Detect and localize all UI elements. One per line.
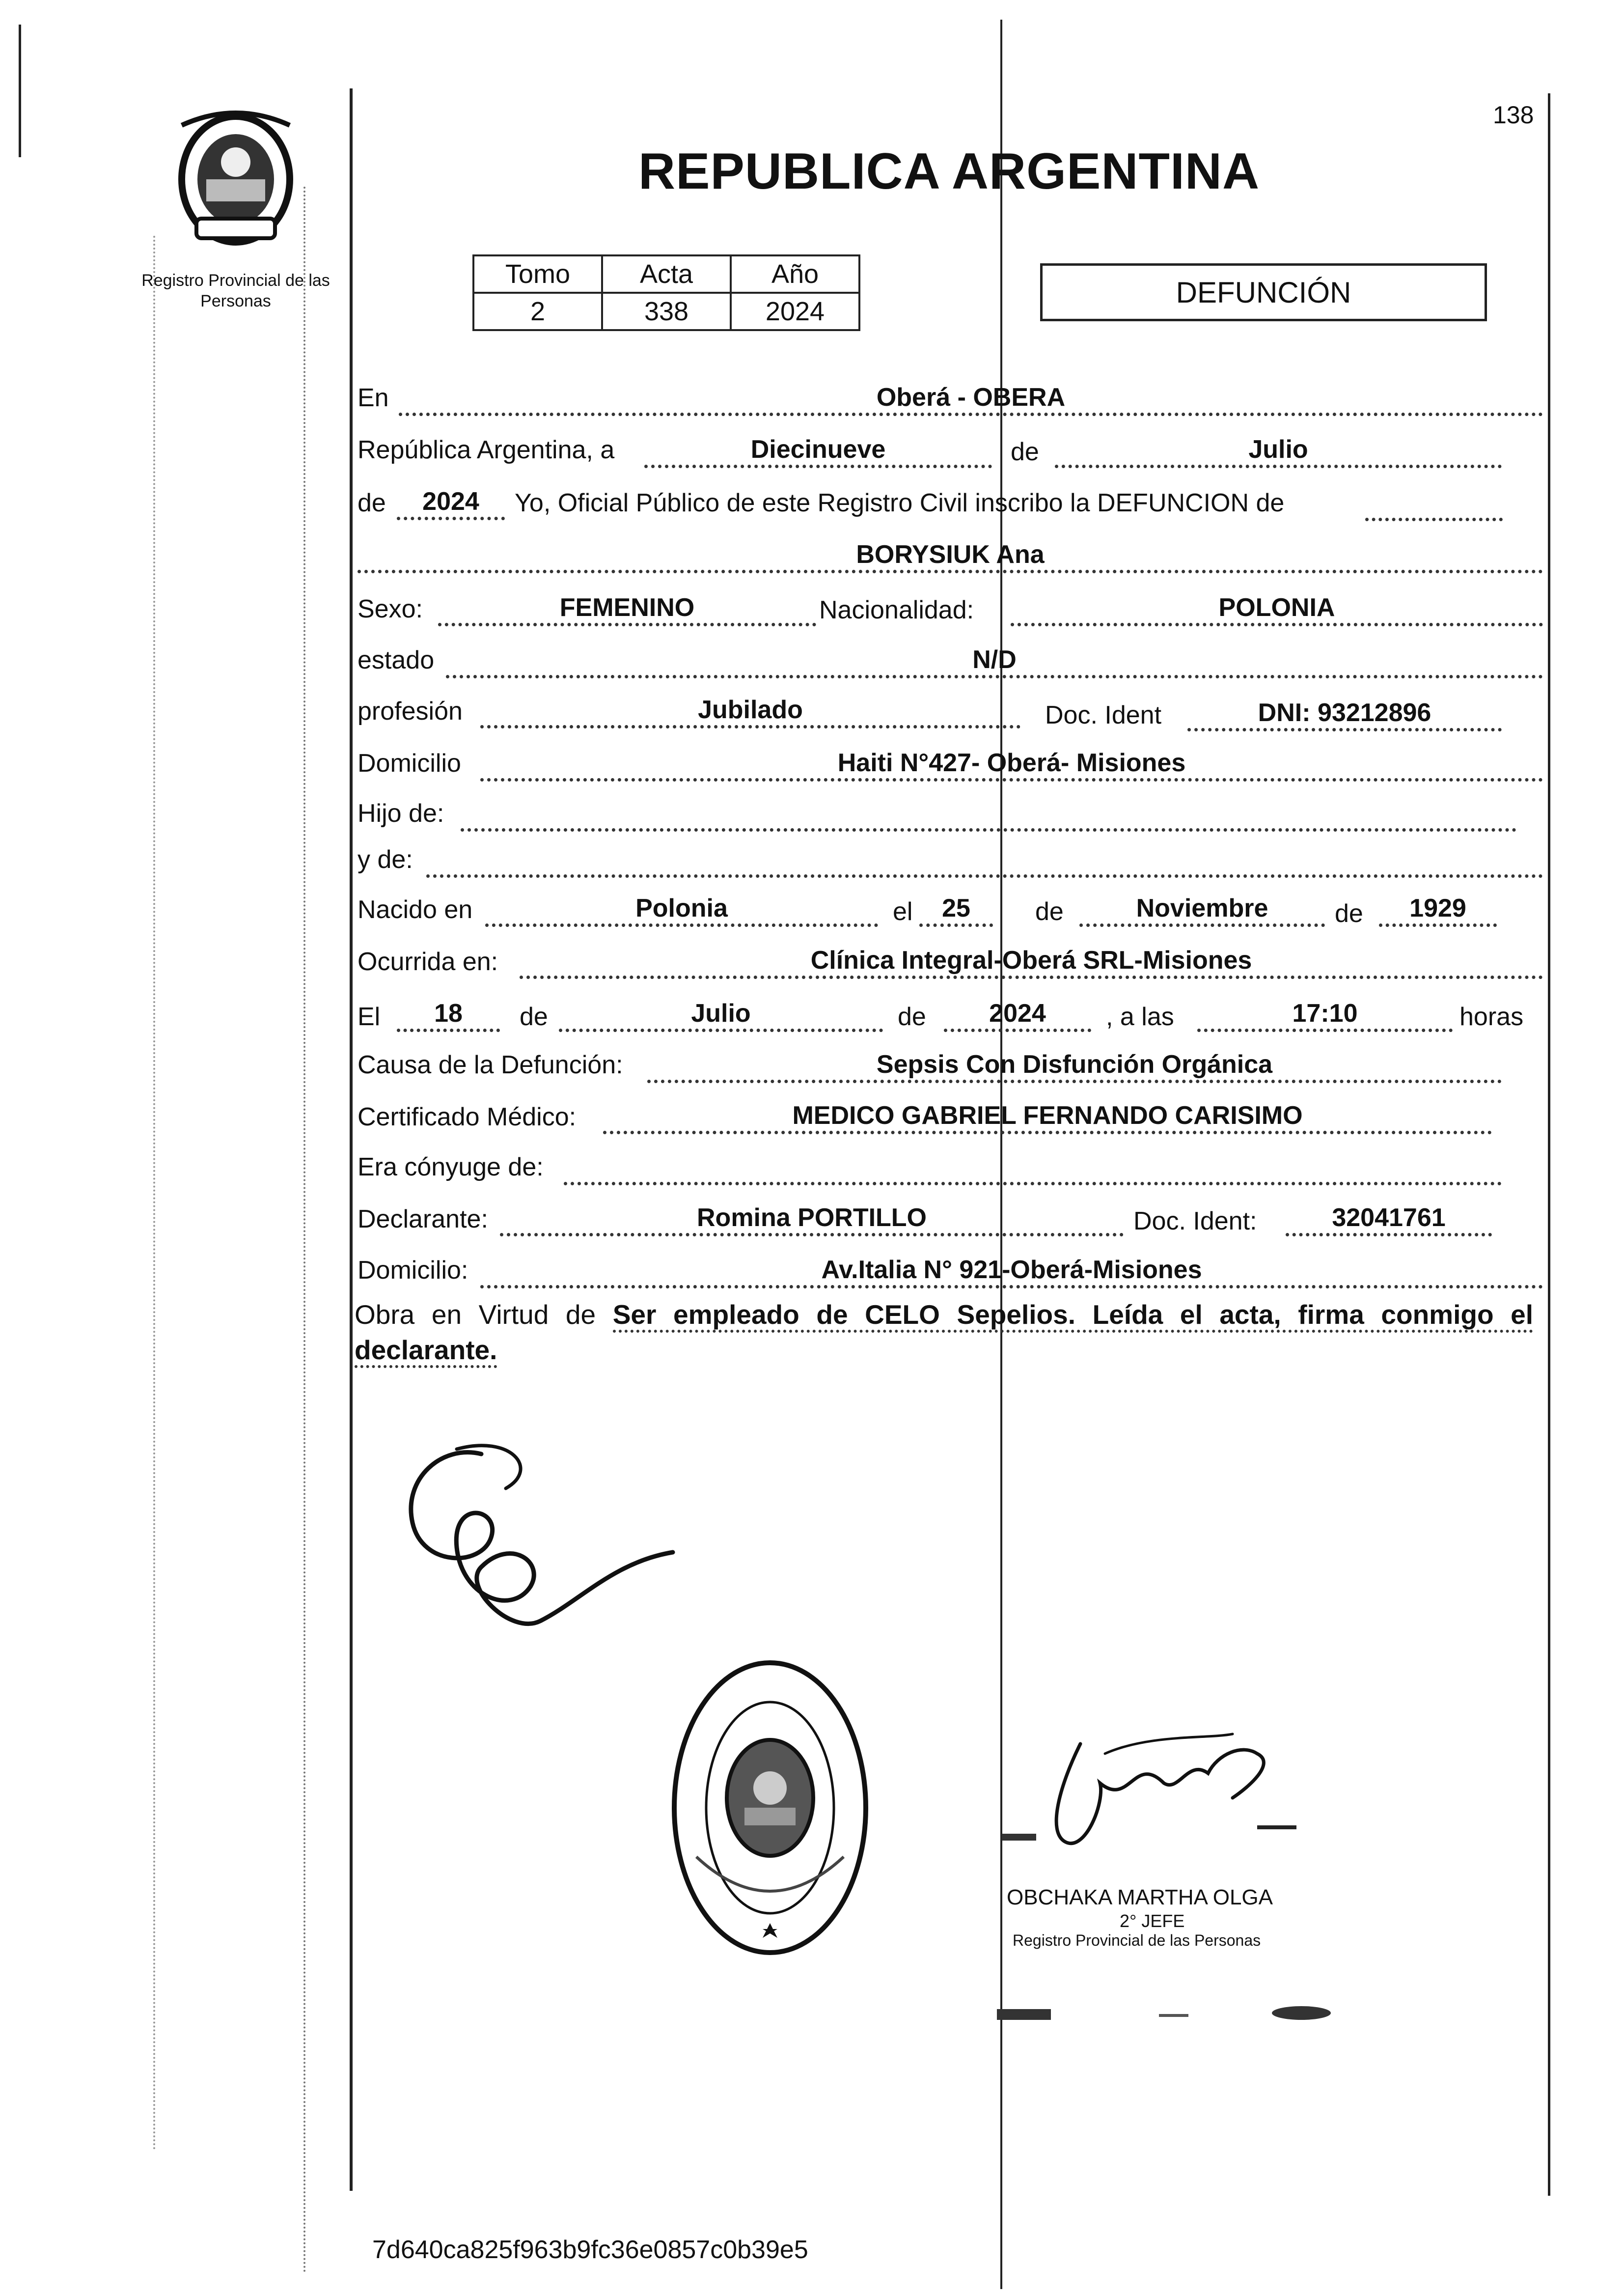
field-profesion: Jubilado <box>480 695 1020 728</box>
value-tomo: 2 <box>473 293 602 330</box>
label-causa: Causa de la Defunción: <box>358 1051 623 1079</box>
label-profesion: profesión <box>358 697 463 726</box>
label-certificado: Certificado Médico: <box>358 1103 577 1131</box>
official-stamp <box>667 1650 873 1965</box>
label-obra: Obra en Virtud de <box>355 1299 596 1330</box>
field-sexo: FEMENINO <box>438 592 816 626</box>
page-number: 138 <box>1493 101 1534 129</box>
field-hora: 17:10 <box>1197 998 1453 1032</box>
label-domicilio-2: Domicilio: <box>358 1256 468 1285</box>
field-obra-virtud: Ser empleado de CELO Sepelios. Leída el acta, firma conmigo el declarante. <box>355 1299 1533 1368</box>
field-nombre: BORYSIUK Ana <box>358 539 1543 573</box>
form-left-border <box>350 88 353 2191</box>
declarant-signature <box>383 1439 678 1655</box>
field-lugar: Oberá - OBERA <box>399 382 1543 416</box>
margin-dots-left <box>153 236 157 2152</box>
page-title: REPUBLICA ARGENTINA <box>638 143 1260 200</box>
field-y-de <box>426 844 1543 878</box>
label-nacido-en: Nacido en <box>358 895 473 924</box>
field-causa: Sepsis Con Disfunción Orgánica <box>647 1049 1502 1083</box>
label-a-las: , a las <box>1106 1003 1174 1031</box>
label-horas: horas <box>1459 1003 1524 1031</box>
field-nac-anio: 1929 <box>1379 893 1497 927</box>
header-acta: Acta <box>602 255 731 293</box>
label-conyuge: Era cónyuge de: <box>358 1153 544 1181</box>
label-el-cap: El <box>358 1003 381 1031</box>
value-acta: 338 <box>602 293 731 330</box>
document-hash: 7d640ca825f963b9fc36e0857c0b39e5 <box>372 2236 808 2264</box>
obra-en-virtud <box>355 1297 1533 1368</box>
field-nacionalidad: POLONIA <box>1011 592 1543 626</box>
stamp-marks <box>992 1999 1346 2029</box>
label-doc-ident: Doc. Ident <box>1045 701 1162 729</box>
margin-dots-right <box>303 187 307 2274</box>
signer-name: OBCHAKA MARTHA OLGA <box>1007 1885 1273 1909</box>
label-estado: estado <box>358 646 435 674</box>
record-table <box>472 254 860 331</box>
field-declarante-domicilio: Av.Italia N° 921-Oberá-Misiones <box>480 1255 1543 1288</box>
registry-label: Registro Provincial de las Personas <box>141 271 330 310</box>
value-anio: 2024 <box>731 293 859 330</box>
label-sexo: Sexo: <box>358 595 423 623</box>
label-ocurrida-en: Ocurrida en: <box>358 948 498 976</box>
field-ocurrida-en: Clínica Integral-Oberá SRL-Misiones <box>520 945 1543 979</box>
field-doc-ident: DNI: 93212896 <box>1187 698 1502 731</box>
field-domicilio: Haiti N°427- Oberá- Misiones <box>480 748 1543 782</box>
label-nacionalidad: Nacionalidad: <box>819 596 974 624</box>
field-declarante-doc: 32041761 <box>1286 1202 1492 1236</box>
field-hijo-de <box>461 798 1516 832</box>
field-mes: Julio <box>1055 434 1502 468</box>
label-de-2: de <box>358 489 386 517</box>
table-row <box>473 255 859 293</box>
field-def-dia: 18 <box>397 998 500 1032</box>
form-right-border <box>1548 93 1550 2196</box>
province-seal <box>162 106 309 253</box>
field-def-mes: Julio <box>559 998 883 1032</box>
label-de-3: de <box>1035 897 1064 926</box>
label-yo-oficial: Yo, Oficial Público de este Registro Civil inscribo la DEFUNCION de <box>515 489 1285 517</box>
field-nacido-en: Polonia <box>485 893 878 927</box>
field-nac-dia: 25 <box>919 893 993 927</box>
label-el: el <box>893 897 913 926</box>
signer-title: 2° JEFE <box>1120 1911 1185 1931</box>
signer-org: Registro Provincial de las Personas <box>1013 1931 1261 1949</box>
field-nac-mes: Noviembre <box>1079 893 1325 927</box>
field-def-anio: 2024 <box>944 998 1091 1032</box>
left-margin-line <box>19 25 21 157</box>
field-conyuge <box>564 1151 1502 1185</box>
header-anio: Año <box>731 255 859 293</box>
field-estado: N/D <box>446 644 1543 678</box>
official-signature <box>1002 1724 1326 1872</box>
field-dia-letras: Diecinueve <box>644 434 992 468</box>
field-anio: 2024 <box>397 486 505 520</box>
label-de-6: de <box>898 1003 926 1031</box>
field-declarante: Romina PORTILLO <box>500 1202 1124 1236</box>
label-y-de: y de: <box>358 845 413 874</box>
label-de-4: de <box>1335 899 1363 928</box>
field-blank-1 <box>1365 493 1503 521</box>
label-republica: República Argentina, a <box>358 436 615 464</box>
field-certificado: MEDICO GABRIEL FERNANDO CARISIMO <box>603 1100 1492 1134</box>
label-doc-ident-2: Doc. Ident: <box>1133 1207 1257 1235</box>
label-domicilio: Domicilio <box>358 749 461 778</box>
label-en: En <box>358 384 389 412</box>
label-hijo-de: Hijo de: <box>358 799 444 828</box>
record-type-box <box>1040 263 1487 321</box>
table-row <box>473 293 859 330</box>
label-declarante: Declarante: <box>358 1205 488 1233</box>
label-de-1: de <box>1011 438 1039 466</box>
header-tomo: Tomo <box>473 255 602 293</box>
record-type: DEFUNCIÓN <box>1176 276 1351 309</box>
label-de-5: de <box>520 1003 548 1031</box>
